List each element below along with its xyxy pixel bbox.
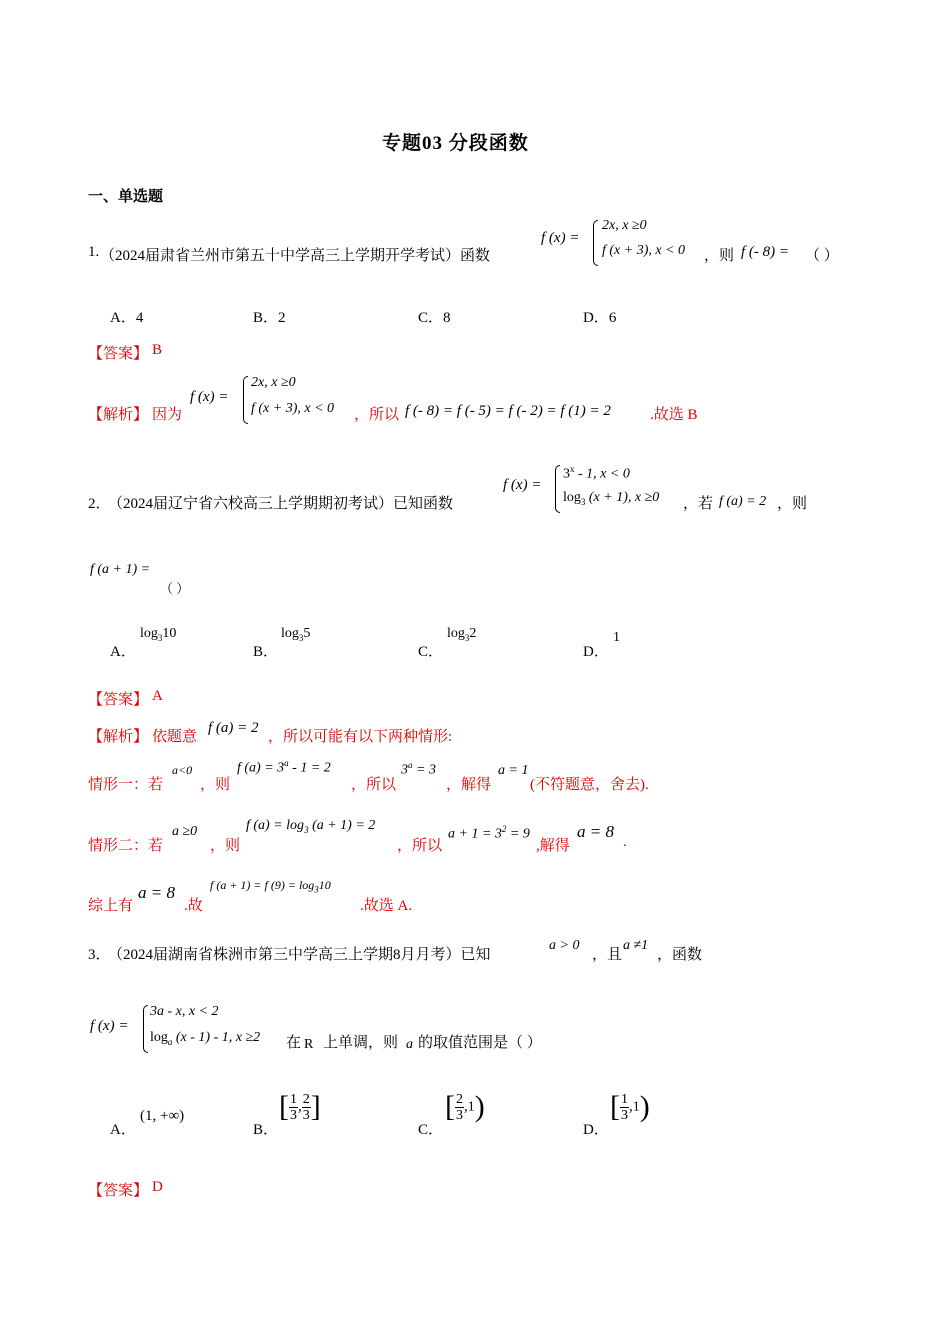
q2-case-b-solve: ,解得 — [536, 838, 570, 854]
q2-ask: f (a + 1) = — [90, 562, 151, 577]
q1-number: 1. — [88, 244, 100, 260]
q1-case2: f (x + 3), x < 0 — [602, 243, 686, 258]
q2-case2-base: 3 — [580, 496, 586, 507]
q3-case2-base: a — [167, 1036, 173, 1047]
q2-answer: A — [152, 688, 163, 704]
q1-option-d: D．6 — [583, 310, 617, 326]
q3-answer: D — [152, 1179, 163, 1195]
q2-analysis-label: 【解析】 — [88, 729, 149, 745]
q1-ask: f (- 8) = — [741, 244, 790, 260]
q3-brace — [143, 1005, 148, 1053]
q2-case-b-eq — [246, 818, 375, 835]
q2-sum-so: .故 — [184, 898, 203, 914]
q2-paren: （ ） — [160, 581, 190, 596]
q3-option-a-value: (1, +∞) — [140, 1108, 185, 1124]
q2-case-b-end: . — [623, 834, 627, 850]
q3-case2-log: log — [150, 1030, 168, 1045]
q2-case-a-eq-post: - 1 = 2 — [288, 760, 331, 776]
q2-option-b-value — [281, 626, 310, 643]
q3-and: ，且 — [592, 947, 623, 963]
q1-analysis-end: .故选 B — [650, 407, 698, 423]
q2-case-a-solve: ，解得 — [446, 777, 492, 793]
q1-answer: B — [152, 342, 163, 358]
q3-option-c-d1: 3 — [456, 1107, 463, 1123]
q3-option-d-tail: 1 — [632, 1099, 640, 1115]
q3-option-d-letter: D． — [583, 1122, 609, 1138]
q2-case1 — [563, 464, 630, 483]
q2-option-b-arg: 5 — [303, 626, 311, 641]
q2-case-b-eq-post: (a + 1) = 2 — [308, 818, 376, 833]
q2-case1-exp: x — [570, 464, 575, 474]
q2-case-a-then: ，则 — [200, 777, 231, 793]
q1-paren: （ ） — [805, 248, 839, 264]
q2-case-b-lead: 情形二：若 — [88, 838, 164, 854]
q2-option-a-log: log — [140, 626, 158, 641]
q1-answer-label: 【答案】 — [88, 346, 149, 362]
q3-option-c-value: [ $\frac{2}{3}$ ,1) — [445, 1090, 485, 1123]
q3-range: 的取值范围是（ ） — [418, 1035, 542, 1051]
q2-option-d-letter: D． — [583, 644, 609, 660]
q3-option-d-n1: 1 — [621, 1091, 628, 1107]
q3-cond2: a ≠1 — [623, 938, 649, 953]
q1-analysis-pre: 因为 — [152, 407, 183, 423]
q2-case-b-eq-pre: f (a) = log — [246, 818, 305, 833]
q2-case-a-eq-pre: f (a) = 3 — [237, 760, 285, 776]
q2-sum-eq — [210, 878, 331, 894]
q2-source: （2024届辽宁省六校高三上学期期初考试）已知函数 — [108, 496, 454, 512]
q2-case-a-res — [401, 760, 436, 779]
q3-cond1: a > 0 — [549, 938, 580, 953]
q3-mono: 上单调，则 — [323, 1035, 399, 1051]
q2-option-b-base: 3 — [298, 632, 304, 643]
q2-number: 2． — [88, 496, 111, 512]
q3-source: （2024届湖南省株洲市第三中学高三上学期8月月考）已知 — [108, 947, 491, 963]
q1-analysis-case2: f (x + 3), x < 0 — [251, 401, 335, 416]
q3-case1: 3a - x, x < 2 — [150, 1004, 219, 1019]
q2-case-b-then: ，则 — [210, 838, 241, 854]
q1-option-a: A．4 — [110, 310, 144, 326]
q1-source: （2024届肃省兰州市第五十中学高三上学期开学考试）函数 — [100, 248, 491, 264]
q2-case-a-so: ，所以 — [351, 777, 397, 793]
q2-case-a-lead: 情形一：若 — [88, 777, 164, 793]
q2-option-a-value — [140, 626, 176, 643]
q3-R: R — [304, 1037, 314, 1052]
q1-brace — [593, 220, 598, 266]
q2-case1-base: 3 — [563, 466, 570, 482]
section-heading: 一、单选题 — [88, 189, 164, 205]
q2-option-c-arg: 2 — [469, 626, 477, 641]
q2-analysis-1c: ，所以可能有以下两种情形: — [268, 729, 453, 745]
q2-analysis-1a: 依题意 — [152, 729, 198, 745]
q2-option-a-base: 3 — [157, 632, 163, 643]
q3-option-c-tail: 1 — [467, 1099, 475, 1115]
q2-case-a-eq-exp: a — [284, 758, 289, 768]
q2-case2-log: log — [563, 490, 581, 505]
q2-case-b-so: ，所以 — [397, 838, 443, 854]
q2-case-a-note: (不符题意，舍去). — [530, 777, 649, 793]
q2-case-b-res-pre: a + 1 = 3 — [448, 826, 502, 842]
q3-option-b-n2: 2 — [302, 1091, 310, 1107]
page-title: 专题03 分段函数 — [382, 133, 529, 154]
q2-case-b-cond: a ≥0 — [172, 824, 198, 839]
q3-var: a — [406, 1037, 413, 1052]
q2-case-b-res — [448, 824, 530, 843]
q2-sum-end: .故选 A. — [360, 898, 413, 914]
q2-case-a-sol: a = 1 — [498, 763, 529, 778]
q1-analysis-func-lhs: f (x) = — [190, 389, 229, 405]
q2-case-a-cond: a<0 — [172, 763, 193, 777]
q1-analysis-chain: f (- 8) = f (- 5) = f (- 2) = f (1) = 2 — [405, 403, 611, 419]
q2-case-b-res-post: = 9 — [506, 826, 530, 842]
q2-option-b-letter: B． — [253, 644, 279, 660]
q3-case2 — [150, 1030, 260, 1047]
q1-analysis-brace — [243, 376, 248, 424]
q2-option-c-letter: C． — [418, 644, 444, 660]
q1-func-lhs: f (x) = — [541, 230, 580, 246]
q2-case-b-eq-base: 3 — [304, 824, 309, 835]
q2-then: ，则 — [777, 496, 808, 512]
q2-case1-tail: - 1, x < 0 — [574, 466, 630, 482]
q2-option-c-base: 3 — [464, 632, 470, 643]
q1-analysis-label: 【解析】 — [88, 407, 149, 423]
q2-sum-eq-pre: f (a + 1) = f (9) = log — [210, 878, 315, 892]
q2-option-a-letter: A． — [110, 644, 136, 660]
q2-sum-lead: 综上有 — [88, 898, 134, 914]
q1-analysis-case1: 2x, x ≥0 — [251, 375, 296, 390]
q2-case2-tail: (x + 1), x ≥0 — [585, 490, 660, 505]
q3-number: 3． — [88, 947, 111, 963]
q3-case2-tail: (x - 1) - 1, x ≥2 — [172, 1030, 261, 1045]
q2-case2 — [563, 490, 659, 507]
q3-option-b-n1: 1 — [290, 1091, 297, 1107]
q3-option-d-d1: 3 — [621, 1107, 628, 1123]
q3-option-b-d1: 3 — [290, 1107, 297, 1123]
q2-case-b-res-exp: 2 — [501, 824, 507, 834]
q1-option-b: B．2 — [253, 310, 286, 326]
q2-option-c-value — [447, 626, 476, 643]
q1-option-c: C．8 — [418, 310, 451, 326]
q2-option-d-value: 1 — [613, 630, 620, 645]
q3-func-lhs: f (x) = — [90, 1018, 129, 1034]
q3-option-b-d2: 3 — [302, 1107, 310, 1123]
q2-case-b-sol: a = 8 — [577, 822, 614, 841]
q2-case-a-res-base: 3 — [401, 762, 408, 778]
q2-sum-eq-post: 10 — [318, 878, 331, 892]
q3-func-text: ，函数 — [657, 947, 703, 963]
q2-cond: f (a) = 2 — [719, 494, 767, 509]
q2-case-a-res-exp: a — [408, 760, 413, 770]
q2-if: ，若 — [683, 496, 714, 512]
q3-option-c-letter: C． — [418, 1122, 444, 1138]
q2-option-c-log: log — [447, 626, 465, 641]
q3-option-d-value: [ $\frac{1}{3}$ ,1) — [610, 1090, 650, 1123]
q2-analysis-1b: f (a) = 2 — [208, 720, 259, 736]
q2-case-a-eq — [237, 758, 331, 777]
q2-sum-val: a = 8 — [138, 883, 175, 902]
q2-func-lhs: f (x) = — [503, 477, 542, 493]
q3-in: 在 — [286, 1035, 302, 1051]
q3-option-c-n1: 2 — [456, 1091, 463, 1107]
q2-option-b-log: log — [281, 626, 299, 641]
q2-answer-label: 【答案】 — [88, 692, 149, 708]
q2-case-a-res-post: = 3 — [412, 762, 436, 778]
q1-analysis-mid: ，所以 — [354, 407, 400, 423]
q2-sum-eq-base: 3 — [314, 884, 319, 895]
q3-answer-label: 【答案】 — [88, 1183, 149, 1199]
q3-option-b-letter: B． — [253, 1122, 279, 1138]
q3-option-b-value: [ $\frac{1}{3}$ , $\frac{2}{3}$ ] — [279, 1090, 321, 1123]
q1-case1: 2x, x ≥0 — [602, 218, 647, 233]
q2-brace — [555, 465, 560, 513]
q1-suffix: ，则 — [704, 248, 735, 264]
q2-option-a-arg: 10 — [162, 626, 177, 641]
q3-option-a-letter: A． — [110, 1122, 136, 1138]
